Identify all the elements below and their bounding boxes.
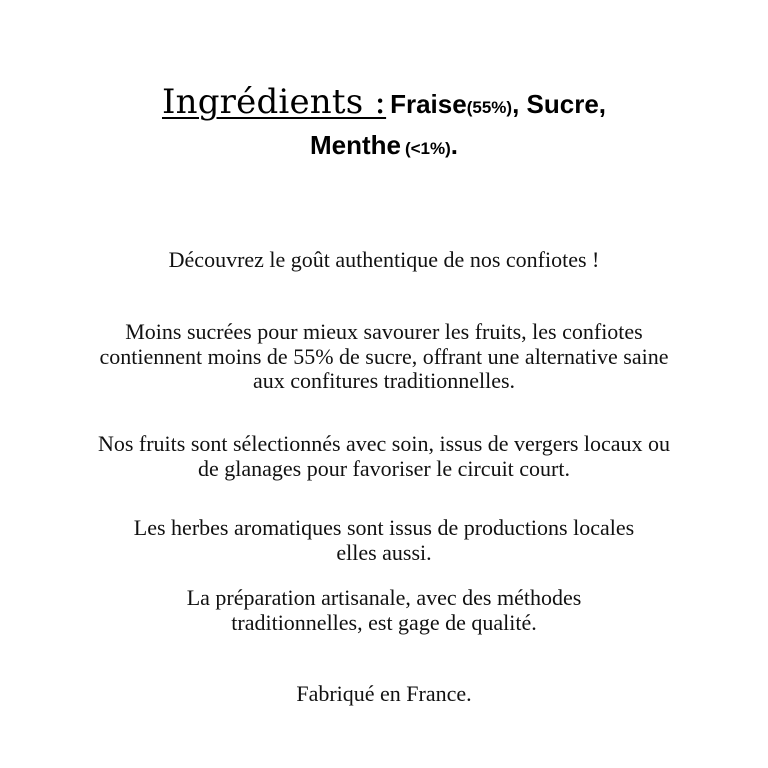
craft-paragraph bbox=[20, 586, 748, 635]
fruits-paragraph bbox=[20, 432, 748, 481]
paragraph-line: Découvrez le goût authentique de nos confiotes ! bbox=[168, 247, 600, 272]
sugar-paragraph bbox=[20, 320, 748, 394]
origin-paragraph bbox=[20, 682, 748, 707]
paragraph-line: Nos fruits sont sélectionnés avec soin, issus de vergers locaux ou bbox=[97, 431, 671, 456]
paragraph-line: traditionnelles, est gage de qualité. bbox=[231, 609, 537, 635]
paragraph-line: de glanages pour favoriser le circuit court. bbox=[197, 455, 570, 481]
ingredient-name: Sucre bbox=[526, 89, 599, 119]
ingredient-name: Fraise bbox=[390, 89, 467, 119]
ingredients-label: Ingrédients : bbox=[161, 82, 387, 122]
ingredients-heading-line-1 bbox=[0, 82, 768, 122]
paragraph-line: La préparation artisanale, avec des méthodes bbox=[186, 585, 582, 610]
ingredient-name: Menthe bbox=[309, 130, 401, 160]
paragraph-line: Les herbes aromatiques sont issus de productions locales bbox=[133, 515, 635, 540]
ingredient-percentage: (55%) bbox=[466, 98, 513, 117]
ingredient-percentage: (<1%) bbox=[404, 139, 451, 158]
ingredients-heading-line-2 bbox=[0, 130, 768, 161]
ingredient-separator: . bbox=[450, 130, 459, 160]
paragraph-line: aux confitures traditionnelles. bbox=[252, 368, 516, 393]
ingredient-separator: , bbox=[598, 89, 607, 119]
herbs-paragraph bbox=[20, 516, 748, 565]
intro-paragraph bbox=[20, 248, 748, 273]
paragraph-line: contiennent moins de 55% de sucre, offrant une alternative saine bbox=[99, 343, 669, 369]
paragraph-line: elles aussi. bbox=[336, 539, 432, 565]
paragraph-line: Fabriqué en France. bbox=[296, 681, 472, 706]
ingredient-separator: , bbox=[512, 89, 527, 119]
paragraph-line: Moins sucrées pour mieux savourer les fruits, les confiotes bbox=[125, 319, 643, 344]
